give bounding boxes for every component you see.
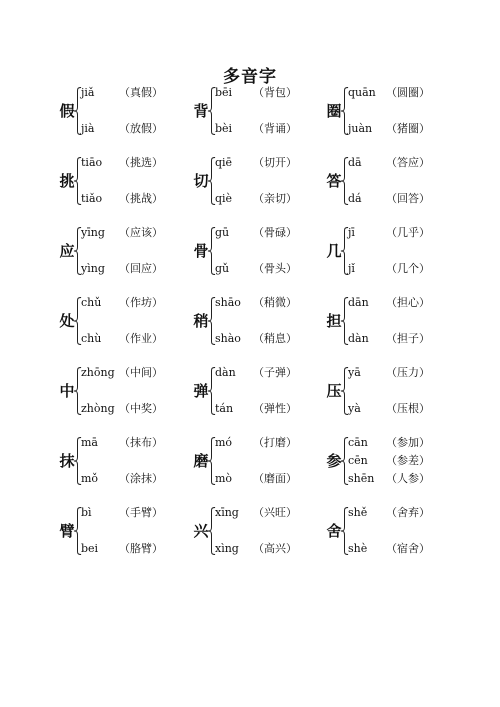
polyphone-character: 几	[326, 242, 342, 260]
example-word: （参差）	[386, 454, 430, 467]
example-word: （几个）	[386, 262, 430, 275]
polyphone-entry	[58, 86, 208, 136]
reading-row	[348, 332, 478, 346]
example-word: （猪圈）	[386, 122, 430, 135]
polyphone-entry	[325, 296, 475, 346]
example-word: （圆圈）	[386, 86, 430, 99]
example-word: （涂抹）	[119, 472, 163, 485]
example-word: （压根）	[386, 402, 430, 415]
pinyin: dàn	[348, 332, 369, 345]
pinyin: gǔ	[215, 262, 230, 275]
polyphone-character: 中	[59, 382, 75, 400]
pinyin: zhōng	[81, 366, 115, 379]
reading-row	[348, 366, 478, 380]
polyphone-entry	[192, 366, 342, 416]
pinyin: xīng	[215, 506, 239, 519]
example-word: （几乎）	[386, 226, 430, 239]
pinyin: gū	[215, 226, 230, 239]
polyphone-character: 担	[326, 312, 342, 330]
example-word: （参加）	[386, 436, 430, 449]
example-word: （回应）	[119, 262, 163, 275]
polyphone-character: 切	[193, 172, 209, 190]
pinyin: tiāo	[81, 156, 103, 169]
pinyin: tán	[215, 402, 234, 415]
polyphone-entry	[58, 156, 208, 206]
example-word: （骨碌）	[253, 226, 297, 239]
polyphone-character: 磨	[193, 452, 209, 470]
example-word: （挑选）	[119, 156, 163, 169]
pinyin: yìng	[81, 262, 105, 275]
pinyin: yīng	[81, 226, 105, 239]
pinyin: bei	[81, 542, 99, 555]
example-word: （挑战）	[119, 192, 163, 205]
pinyin: mā	[81, 436, 98, 449]
page-title: 多音字	[223, 67, 277, 87]
pinyin: jǐ	[348, 262, 355, 275]
example-word: （切开）	[253, 156, 297, 169]
example-word: （人参）	[386, 472, 430, 485]
pinyin: chǔ	[81, 296, 102, 309]
reading-row	[348, 122, 478, 136]
polyphone-entry	[192, 506, 342, 556]
pinyin: yà	[348, 402, 361, 415]
polyphone-character: 抹	[59, 452, 75, 470]
pinyin: mǒ	[81, 472, 99, 485]
example-word: （磨面）	[253, 472, 297, 485]
pinyin: cān	[348, 436, 368, 449]
polyphone-character: 压	[326, 382, 342, 400]
polyphone-character: 兴	[193, 522, 209, 540]
reading-row	[348, 192, 478, 206]
pinyin: jiǎ	[81, 86, 95, 99]
pinyin: quān	[348, 86, 376, 99]
polyphone-character: 应	[59, 242, 75, 260]
pinyin: tiǎo	[81, 192, 103, 205]
polyphone-entry	[192, 86, 342, 136]
polyphone-entry	[192, 296, 342, 346]
reading-row	[348, 402, 478, 416]
polyphone-entry	[58, 436, 208, 486]
pinyin: juàn	[348, 122, 373, 135]
polyphone-entry	[325, 226, 475, 276]
polyphone-entry	[58, 506, 208, 556]
example-word: （担子）	[386, 332, 430, 345]
polyphone-character: 舍	[326, 522, 342, 540]
example-word: （手臂）	[119, 506, 163, 519]
pinyin: dā	[348, 156, 362, 169]
polyphone-entry	[192, 436, 342, 486]
example-word: （放假）	[119, 122, 163, 135]
pinyin: shè	[348, 542, 368, 555]
pinyin: xìng	[215, 542, 239, 555]
pinyin: qiē	[215, 156, 233, 169]
example-word: （胳臂）	[119, 542, 163, 555]
example-word: （中间）	[119, 366, 163, 379]
reading-row	[348, 226, 478, 240]
pinyin: qiè	[215, 192, 233, 205]
polyphone-entry	[325, 436, 475, 486]
polyphone-character: 骨	[193, 242, 209, 260]
polyphone-entry	[325, 86, 475, 136]
polyphone-character: 假	[59, 102, 75, 120]
reading-row	[348, 454, 478, 468]
example-word: （中奖）	[119, 402, 163, 415]
example-word: （骨头）	[253, 262, 297, 275]
pinyin: jià	[81, 122, 95, 135]
example-word: （抹布）	[119, 436, 163, 449]
pinyin: bèi	[215, 122, 233, 135]
reading-row	[348, 262, 478, 276]
example-word: （弹性）	[253, 402, 297, 415]
pinyin: bì	[81, 506, 92, 519]
pinyin: jī	[348, 226, 355, 239]
polyphone-character: 答	[326, 172, 342, 190]
pinyin: bēi	[215, 86, 233, 99]
polyphone-character: 稍	[193, 312, 209, 330]
polyphone-entry	[192, 226, 342, 276]
polyphone-entry	[192, 156, 342, 206]
reading-row	[348, 472, 478, 486]
polyphone-entry	[325, 366, 475, 416]
polyphone-character: 背	[193, 102, 209, 120]
pinyin: shēn	[348, 472, 375, 485]
example-word: （打磨）	[253, 436, 297, 449]
example-word: （作业）	[119, 332, 163, 345]
reading-row	[348, 506, 478, 520]
pinyin: dān	[348, 296, 369, 309]
polyphone-entry	[325, 156, 475, 206]
pinyin: shào	[215, 332, 241, 345]
polyphone-character: 挑	[59, 172, 75, 190]
polyphone-character: 参	[326, 452, 342, 470]
polyphone-entry	[58, 296, 208, 346]
pinyin: yā	[348, 366, 361, 379]
polyphone-grid	[0, 86, 500, 586]
pinyin: dàn	[215, 366, 236, 379]
pinyin: dá	[348, 192, 362, 205]
example-word: （高兴）	[253, 542, 297, 555]
reading-row	[348, 296, 478, 310]
reading-row	[348, 156, 478, 170]
pinyin: cēn	[348, 454, 368, 467]
polyphone-entry	[58, 366, 208, 416]
example-word: （宿舍）	[386, 542, 430, 555]
polyphone-entry	[325, 506, 475, 556]
example-word: （担心）	[386, 296, 430, 309]
example-word: （回答）	[386, 192, 430, 205]
example-word: （背诵）	[253, 122, 297, 135]
polyphone-character: 处	[59, 312, 75, 330]
pinyin: mó	[215, 436, 233, 449]
example-word: （真假）	[119, 86, 163, 99]
example-word: （作坊）	[119, 296, 163, 309]
example-word: （压力）	[386, 366, 430, 379]
polyphone-character: 臂	[59, 522, 75, 540]
example-word: （稍微）	[253, 296, 297, 309]
pinyin: chù	[81, 332, 102, 345]
example-word: （答应）	[386, 156, 430, 169]
example-word: （稍息）	[253, 332, 297, 345]
pinyin: mò	[215, 472, 233, 485]
pinyin: shě	[348, 506, 368, 519]
example-word: （背包）	[253, 86, 297, 99]
polyphone-character: 弹	[193, 382, 209, 400]
reading-row	[348, 86, 478, 100]
polyphone-character: 圈	[326, 102, 342, 120]
pinyin: shāo	[215, 296, 241, 309]
polyphone-entry	[58, 226, 208, 276]
example-word: （舍弃）	[386, 506, 430, 519]
example-word: （兴旺）	[253, 506, 297, 519]
example-word: （应该）	[119, 226, 163, 239]
pinyin: zhòng	[81, 402, 115, 415]
reading-row	[348, 436, 478, 450]
example-word: （亲切）	[253, 192, 297, 205]
reading-row	[348, 542, 478, 556]
example-word: （子弹）	[253, 366, 297, 379]
